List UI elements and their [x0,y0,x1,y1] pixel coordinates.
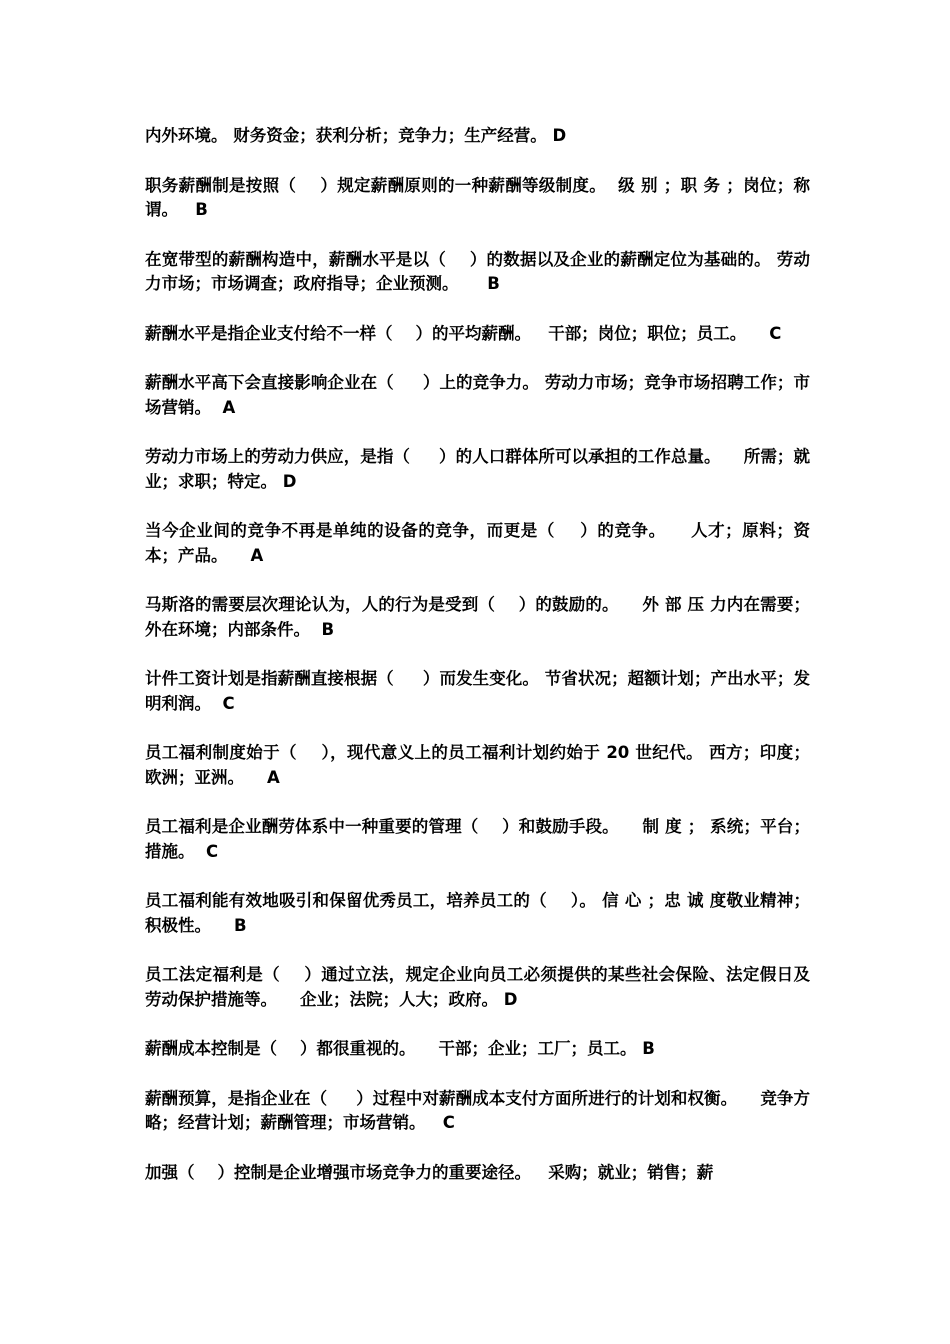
question-paragraph: 计件工资计划是指薪酬直接根据（ ）而发生变化。 节省状况；超额计划；产出水平；发明利润。 C [145,669,810,713]
document-body [145,124,810,1210]
question-paragraph: 内外环境。 财务资金；获利分析；竞争力；生产经营。 D [145,126,567,145]
question-paragraph: 员工法定福利是（ ）通过立法，规定企业向员工必须提供的某些社会保险、法定假日及劳动保护措施等。 企业；法院；人大；政府。 D [145,965,810,1009]
question-paragraph: 员工福利能有效地吸引和保留优秀员工，培养员工的（ ）。 信 心 ；忠 诚 度敬业精神；积极性。 B [145,891,810,935]
question-paragraph: 薪酬水平高下会直接影响企业在（ ）上的竞争力。 劳动力市场；竞争市场招聘工作；市场营销。 A [145,373,810,417]
question-paragraph: 员工福利是企业酬劳体系中一种重要的管理（ ）和鼓励手段。 制 度 ； 系统；平台；措施。 C [145,817,810,861]
question-paragraph: 员工福利制度始于（ ），现代意义上的员工福利计划约始于 20 世纪代。 西方；印度；欧洲；亚洲。 A [145,743,810,787]
question-paragraph: 马斯洛的需要层次理论认为，人的行为是受到（ ）的鼓励的。 外 部 压 力内在需要；外在环境；内部条件。 B [145,595,810,639]
question-paragraph: 薪酬成本控制是（ ）都很重视的。 干部；企业；工厂；员工。 B [145,1039,655,1058]
question-paragraph: 当今企业间的竞争不再是单纯的设备的竞争，而更是（ ）的竞争。 人才；原料；资本；产品。 A [145,521,810,565]
question-paragraph: 劳动力市场上的劳动力供应，是指（ ）的人口群体所可以承担的工作总量。 所需；就业；求职；特定。 D [145,447,810,491]
question-paragraph: 加强（ ）控制是企业增强市场竞争力的重要途径。 采购；就业；销售；薪 [145,1162,714,1182]
question-paragraph: 薪酬水平是指企业支付给不一样（ ）的平均薪酬。 干部；岗位；职位；员工。 C [145,323,782,343]
question-paragraph: 职务薪酬制是按照（ ）规定薪酬原则的一种薪酬等级制度。 级 别 ；职 务 ；岗位；称谓。 B [145,175,810,219]
question-paragraph: 薪酬预算，是指企业在（ ）过程中对薪酬成本支付方面所进行的计划和权衡。 竞争方略；经营计划；薪酬管理；市场营销。 C [145,1088,810,1132]
question-paragraph: 在宽带型的薪酬构造中，薪酬水平是以（ ）的数据以及企业的薪酬定位为基础的。 劳动力市场；市场调查；政府指导；企业预测。 B [145,249,810,293]
